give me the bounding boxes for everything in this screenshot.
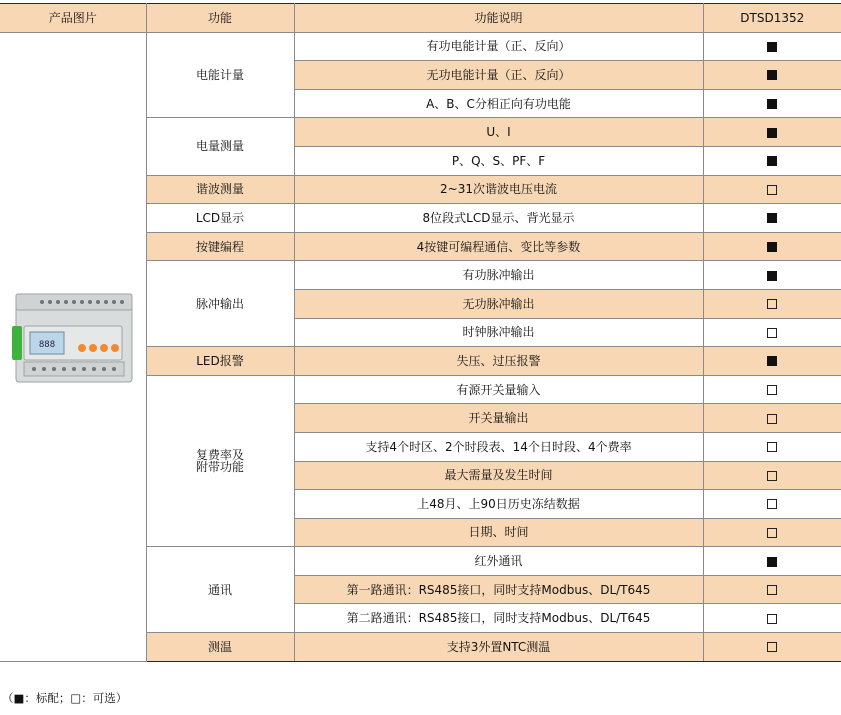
description-cell: U、I xyxy=(294,118,703,147)
header-function: 功能 xyxy=(146,4,294,33)
function-cell: 通讯 xyxy=(146,547,294,633)
model-mark-cell xyxy=(703,204,841,233)
model-mark-cell xyxy=(703,347,841,376)
model-mark-cell xyxy=(703,175,841,204)
description-cell: 有源开关量输入 xyxy=(294,375,703,404)
standard-mark-icon xyxy=(767,242,777,252)
optional-mark-icon xyxy=(767,328,777,338)
model-mark-cell xyxy=(703,633,841,662)
description-cell: 开关量输出 xyxy=(294,404,703,433)
description-cell: 有功电能计量（正、反向） xyxy=(294,32,703,61)
header-product-image: 产品图片 xyxy=(0,4,146,33)
optional-mark-icon xyxy=(767,585,777,595)
optional-mark-icon xyxy=(767,499,777,509)
model-mark-cell xyxy=(703,318,841,347)
model-mark-cell xyxy=(703,547,841,576)
optional-mark-icon xyxy=(767,442,777,452)
function-cell: 电量测量 xyxy=(146,118,294,175)
model-mark-cell xyxy=(703,461,841,490)
standard-mark-icon xyxy=(767,42,777,52)
function-cell: LCD显示 xyxy=(146,204,294,233)
description-cell: 时钟脉冲输出 xyxy=(294,318,703,347)
standard-mark-icon xyxy=(767,356,777,366)
function-cell: 电能计量 xyxy=(146,32,294,118)
optional-mark-icon xyxy=(767,528,777,538)
model-mark-cell xyxy=(703,490,841,519)
description-cell: 8位段式LCD显示、背光显示 xyxy=(294,204,703,233)
description-cell: 支持3外置NTC测温 xyxy=(294,633,703,662)
description-cell: 4按键可编程通信、变比等参数 xyxy=(294,232,703,261)
optional-mark-icon xyxy=(767,614,777,624)
header-row xyxy=(0,4,841,33)
description-cell: 最大需量及发生时间 xyxy=(294,461,703,490)
function-cell: 按键编程 xyxy=(146,232,294,261)
description-cell: 上48月、上90日历史冻结数据 xyxy=(294,490,703,519)
model-mark-cell xyxy=(703,604,841,633)
function-cell: 脉冲输出 xyxy=(146,261,294,347)
function-cell: 测温 xyxy=(146,633,294,662)
table-row xyxy=(0,32,841,61)
standard-mark-icon xyxy=(767,70,777,80)
optional-mark-icon xyxy=(767,299,777,309)
model-mark-cell xyxy=(703,232,841,261)
standard-mark-icon xyxy=(767,99,777,109)
optional-mark-icon xyxy=(767,385,777,395)
function-cell: 谐波测量 xyxy=(146,175,294,204)
optional-mark-icon xyxy=(767,414,777,424)
description-cell: 无功脉冲输出 xyxy=(294,289,703,318)
description-cell: 支持4个时区、2个时段表、14个日时段、4个费率 xyxy=(294,432,703,461)
optional-mark-icon xyxy=(767,642,777,652)
description-cell: 第二路通讯：RS485接口，同时支持Modbus、DL/T645 xyxy=(294,604,703,633)
optional-mark-icon xyxy=(767,471,777,481)
model-mark-cell xyxy=(703,404,841,433)
model-mark-cell xyxy=(703,432,841,461)
model-mark-cell xyxy=(703,575,841,604)
optional-mark-icon xyxy=(767,185,777,195)
standard-mark-icon xyxy=(767,156,777,166)
model-mark-cell xyxy=(703,146,841,175)
svg-text:888: 888 xyxy=(38,340,56,350)
standard-mark-icon xyxy=(767,128,777,138)
description-cell: 红外通讯 xyxy=(294,547,703,576)
header-model: DTSD1352 xyxy=(703,4,841,33)
model-mark-cell xyxy=(703,261,841,290)
function-cell: 复费率及 附带功能 xyxy=(146,375,294,547)
model-mark-cell xyxy=(703,518,841,547)
description-cell: 有功脉冲输出 xyxy=(294,261,703,290)
model-mark-cell xyxy=(703,61,841,90)
function-cell: LED报警 xyxy=(146,347,294,376)
standard-mark-icon xyxy=(767,271,777,281)
model-mark-cell xyxy=(703,289,841,318)
standard-mark-icon xyxy=(767,213,777,223)
model-mark-cell xyxy=(703,32,841,61)
model-mark-cell xyxy=(703,89,841,118)
description-cell: A、B、C分相正向有功电能 xyxy=(294,89,703,118)
description-cell: P、Q、S、PF、F xyxy=(294,146,703,175)
model-mark-cell xyxy=(703,375,841,404)
standard-mark-icon xyxy=(767,557,777,567)
description-cell: 失压、过压报警 xyxy=(294,347,703,376)
model-mark-cell xyxy=(703,118,841,147)
meter-image xyxy=(10,290,138,388)
header-description: 功能说明 xyxy=(294,4,703,33)
description-cell: 2~31次谐波电压电流 xyxy=(294,175,703,204)
description-cell: 日期、时间 xyxy=(294,518,703,547)
description-cell: 无功电能计量（正、反向） xyxy=(294,61,703,90)
legend-note: （■：标配；□：可选） xyxy=(2,691,128,705)
description-cell: 第一路通讯：RS485接口，同时支持Modbus、DL/T645 xyxy=(294,575,703,604)
